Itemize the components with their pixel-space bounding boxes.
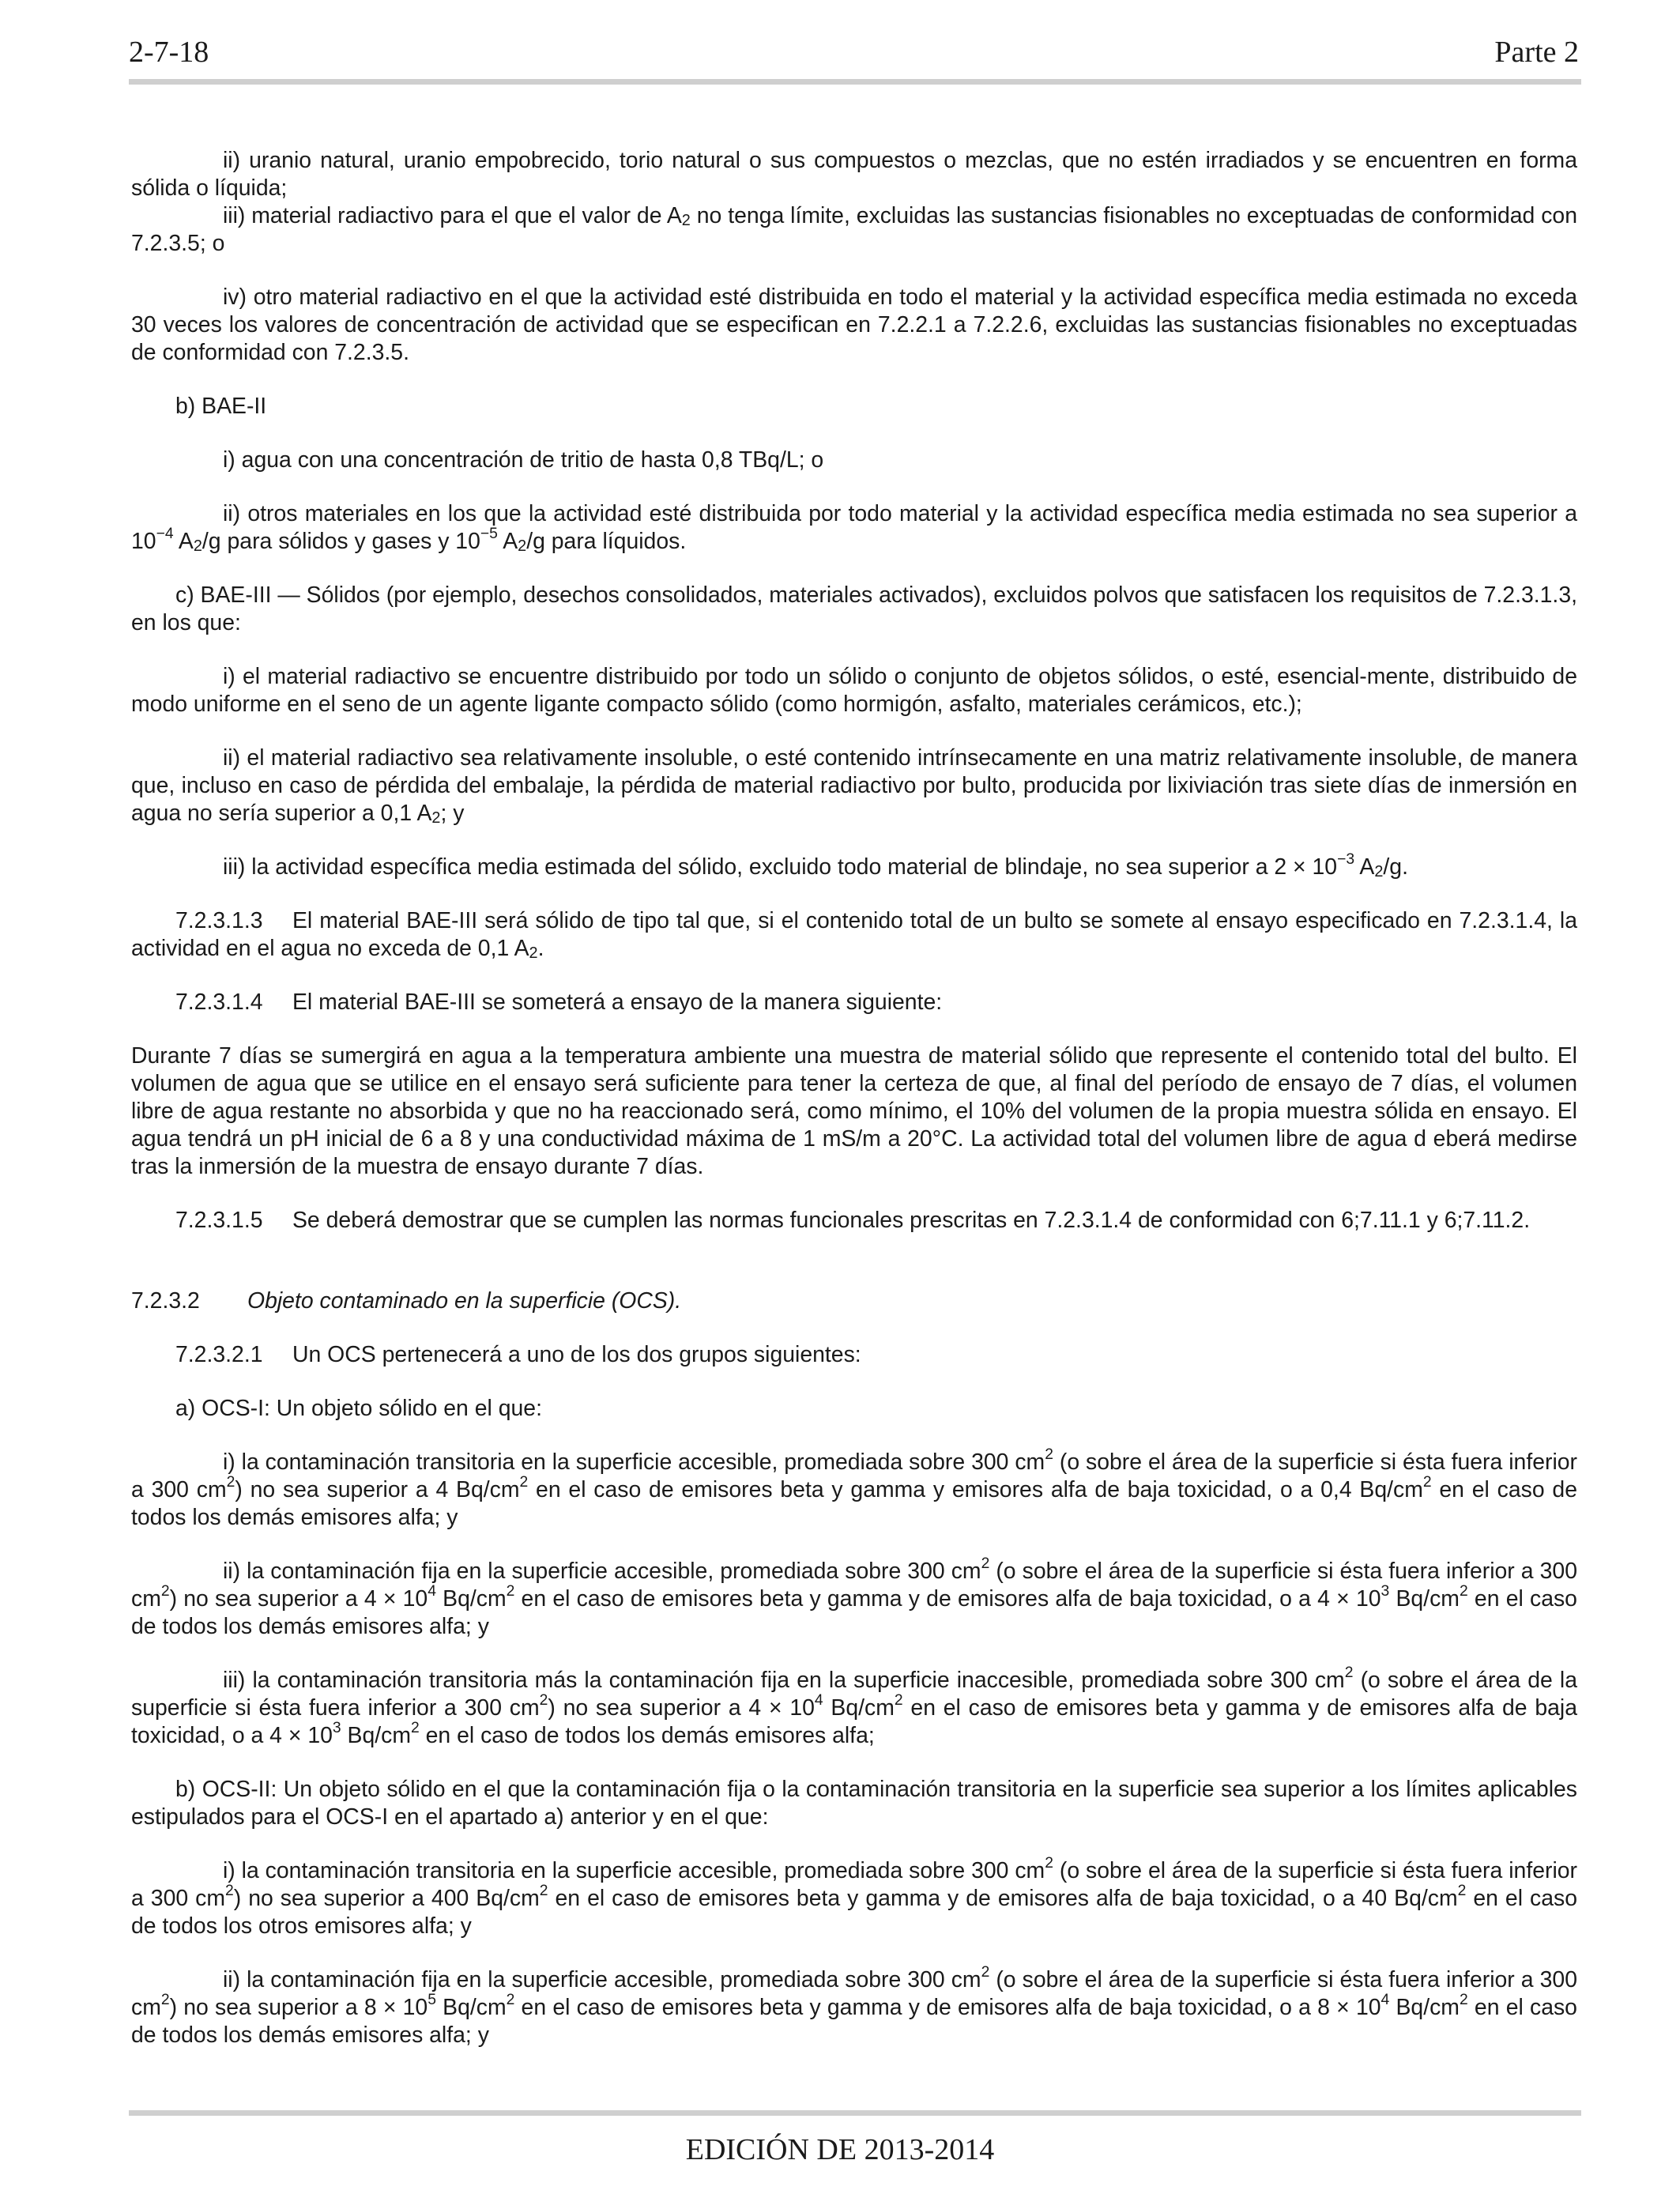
header-rule <box>129 79 1581 85</box>
page-number-header: 2-7-18 <box>129 36 209 69</box>
section-number: 7.2.3.2 <box>131 1288 200 1314</box>
paragraph: 7.2.3.1.5 Se deberá demostrar que se cumplen las normas funcionales prescritas en 7.2.3.1.4 de conformidad con 6;7.11.1 y 6;7.11.2. <box>175 1208 1531 1233</box>
paragraph: ii) uranio natural, uranio empobrecido, torio natural o sus compuestos o mezclas, que no estén irradiados y se encuentren en forma sólida o líquida; <box>131 148 1577 201</box>
paragraph: i) la contaminación transitoria en la superficie accesible, promediada sobre 300 $cm^2$ (o sobre el área de la superficie si ésta fuera inferior a 300 $cm^2$) no sea superior a 4 $Bq/cm^2$ en el caso de emisores beta y gamma y emisores alfa de baja toxicidad, o a 0,4 $Bq/cm^2$ en el caso de todos los demás emisores alfa; y <box>131 1446 1577 1530</box>
paragraph: b) OCS-II: Un objeto sólido en el que la contaminación fija o la contaminación transitoria en la superficie sea superior a los límites aplicables estipulados para el OCS-I en el apartado a) anterior y en el que: <box>131 1777 1577 1830</box>
paragraph: 7.2.3.2.1 Un OCS pertenecerá a uno de los dos grupos siguientes: <box>175 1342 861 1367</box>
document-body <box>131 147 1577 2075</box>
paragraph: iv) otro material radiactivo en el que la actividad esté distribuida en todo el material y la actividad específica media estimada no exceda 30 veces los valores de concentración de actividad que se especifican en 7.2.2.1 a 7.2.2.6, excluidas las sustancias fisionables no exceptuadas de conformidad con 7.2.3.5. <box>131 285 1577 365</box>
paragraph: 7.2.3.1.3 El material BAE-III será sólido de tipo tal que, si el contenido total de un bulto se somete al ensayo especificado en 7.2.3.1.4, la actividad en el agua no exceda de 0,1 $A_2$. <box>131 908 1577 962</box>
section-heading <box>131 1287 1577 1315</box>
paragraph: i) la contaminación transitoria en la superficie accesible, promediada sobre 300 $cm^2$ (o sobre el área de la superficie si ésta fuera inferior a 300 $cm^2$) no sea superior a 400 $Bq/cm^2$ en el caso de emisores beta y gamma y de emisores alfa de baja toxicidad, o a 40 $Bq/cm^2$ en el caso de todos los otros emisores alfa; y <box>131 1855 1577 1939</box>
footer-rule <box>129 2110 1581 2116</box>
paragraph: iii) material radiactivo para el que el valor de $A_2$ no tenga límite, excluidas las sustancias fisionables no exceptuadas de conformidad con 7.2.3.5; o <box>131 203 1577 256</box>
section-number: 7.2.3.1.5 <box>175 1208 263 1233</box>
paragraph: i) el material radiactivo se encuentre distribuido por todo un sólido o conjunto de objetos sólidos, o esté, esencial-mente, distribuido de modo uniforme en el seno de un agente ligante compacto sólido (como hormigón, asfalto, materiales cerámicos, etc.); <box>131 664 1577 717</box>
paragraph: ii) el material radiactivo sea relativamente insoluble, o esté contenido intrínsecamente en una matriz relativamente insoluble, de manera que, incluso en caso de pérdida del embalaje, la pérdida de material radiactivo por bulto, producida por lixiviación tras siete días de inmersión en agua no sería superior a 0,1 $A_2$; y <box>131 745 1577 827</box>
part-header: Parte 2 <box>1494 36 1579 69</box>
section-number: 7.2.3.1.4 <box>175 990 263 1015</box>
paragraph: iii) la contaminación transitoria más la contaminación fija en la superficie inaccesible, promediada sobre 300 $cm^2$ (o sobre el área de la superficie si ésta fuera inferior a 300 $cm^2$) no sea superior a $4 \times 10^4$ $Bq/cm^2$ en el caso de emisores beta y gamma y de emisores alfa de baja toxicidad, o a $4 \times 10^3$ $Bq/cm^2$ en el caso de todos los demás emisores alfa; <box>131 1664 1577 1748</box>
paragraph: i) agua con una concentración de tritio de hasta 0,8 TBq/L; o <box>223 447 824 473</box>
section-number: 7.2.3.1.3 <box>175 908 263 933</box>
section-title: Objeto contaminado en la superficie (OCS). <box>247 1288 682 1314</box>
edition-footer: EDICIÓN DE 2013-2014 <box>685 2133 995 2166</box>
spacer <box>131 1261 1577 1287</box>
paragraph: c) BAE-III — Sólidos (por ejemplo, desechos consolidados, materiales activados), excluidos polvos que satisfacen los requisitos de 7.2.3.1.3, en los que: <box>131 582 1577 635</box>
paragraph: Durante 7 días se sumergirá en agua a la temperatura ambiente una muestra de material sólido que represente el contenido total del bulto. El volumen de agua que se utilice en el ensayo será suficiente para tener la certeza de que, al final del período de ensayo de 7 días, el volumen libre de agua restante no absorbida y que no ha reaccionado será, como mínimo, el 10% del volumen de la propia muestra sólida en ensayo. El agua tendrá un pH inicial de 6 a 8 y una conductividad máxima de 1 mS/m a 20°C. La actividad total del volumen libre de agua d eberá medirse tras la inmersión de la muestra de ensayo durante 7 días. <box>131 1043 1577 1179</box>
section-number: 7.2.3.2.1 <box>175 1342 263 1367</box>
paragraph: ii) la contaminación fija en la superficie accesible, promediada sobre 300 $cm^2$ (o sobre el área de la superficie si ésta fuera inferior a 300 $cm^2$) no sea superior a $4 \times 10^4$ $Bq/cm^2$ en el caso de emisores beta y gamma y de emisores alfa de baja toxicidad, o a $4 \times 10^3$ $Bq/cm^2$ en el caso de todos los demás emisores alfa; y <box>131 1555 1577 1639</box>
paragraph: ii) otros materiales en los que la actividad esté distribuida por todo material y la actividad específica media estimada no sea superior a $10^{-4}$ $A_2/g$ para sólidos y gases y $10^{-5}$ $A_2/g$ para líquidos. <box>131 501 1577 555</box>
paragraph: ii) la contaminación fija en la superficie accesible, promediada sobre 300 $cm^2$ (o sobre el área de la superficie si ésta fuera inferior a 300 $cm^2$) no sea superior a $8 \times 10^5$ $Bq/cm^2$ en el caso de emisores beta y gamma y de emisores alfa de baja toxicidad, o a $8 \times 10^4$ $Bq/cm^2$ en el caso de todos los demás emisores alfa; y <box>131 1964 1577 2048</box>
paragraph: iii) la actividad específica media estimada del sólido, excluido todo material de blindaje, no sea superior a $2 \times 10^{-3}$ $A_2/g$. <box>223 851 1408 880</box>
paragraph: 7.2.3.1.4 El material BAE-III se someterá a ensayo de la manera siguiente: <box>175 990 943 1015</box>
paragraph: b) BAE-II <box>175 394 267 419</box>
paragraph: a) OCS-I: Un objeto sólido en el que: <box>175 1396 542 1421</box>
